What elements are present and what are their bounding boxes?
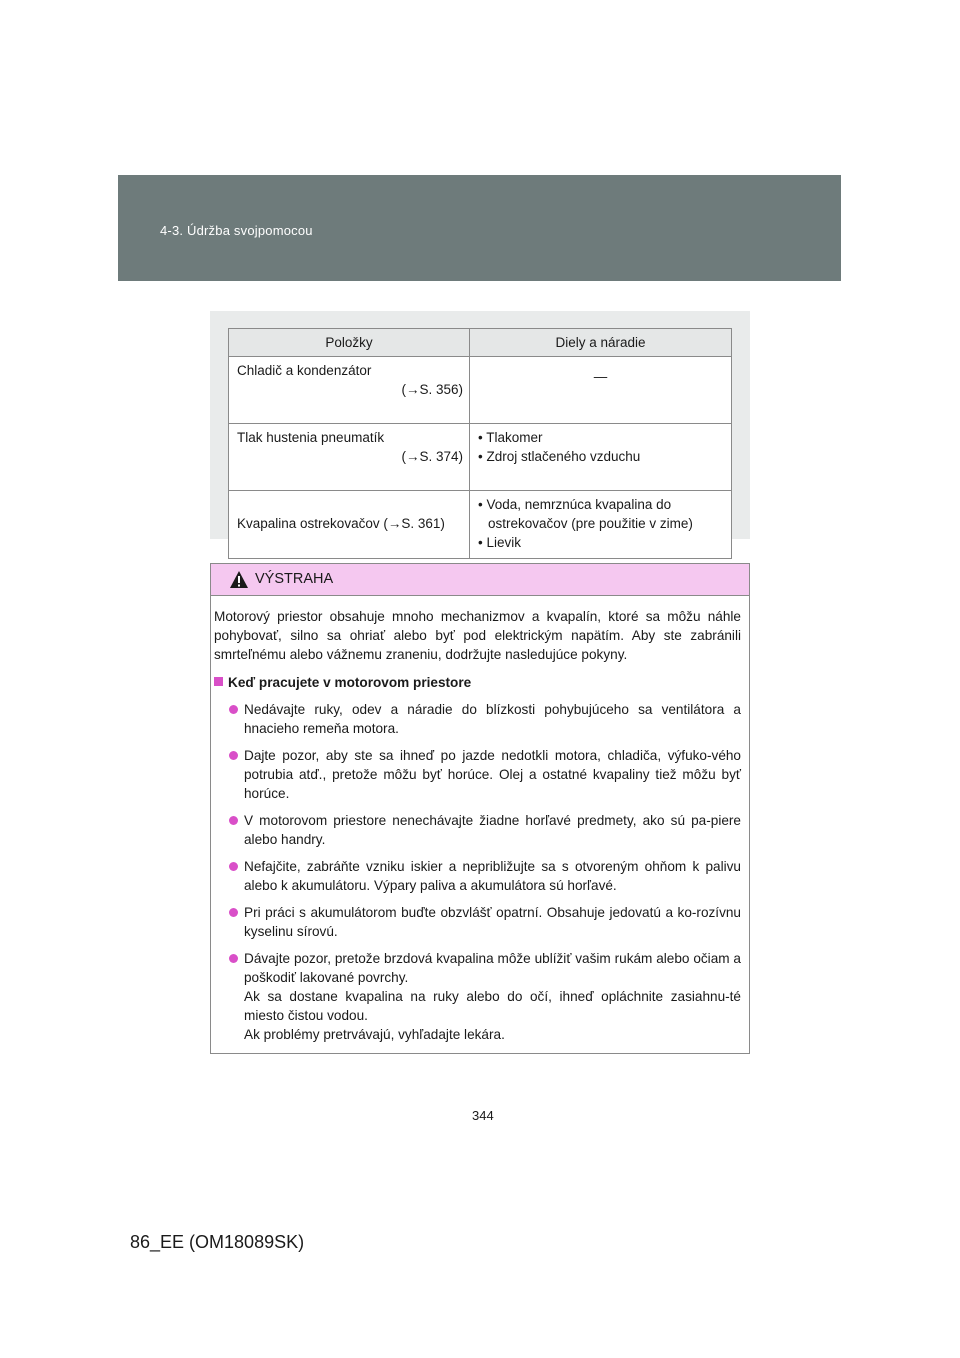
part-item: • Voda, nemrznúca kvapalina do ostrekovačov (pre použitie v zime) (478, 497, 693, 531)
round-bullet-icon (229, 751, 238, 760)
part-item: • Zdroj stlačeného vzduchu (478, 449, 641, 464)
page-number: 344 (472, 1108, 494, 1123)
warning-title: VÝSTRAHA (255, 571, 334, 587)
table-row (229, 357, 732, 424)
warning-item: Nedávajte ruky, odev a náradie do blízkosti pohybujúceho sa ventilátora a hnacieho remeňa motora. (214, 700, 741, 738)
page-reference: (→S. 374) (401, 449, 463, 464)
warning-item: Dávajte pozor, pretože brzdová kvapalina môže ublížiť vašim rukám alebo očiam a poškodiť lakované povrchy. Ak sa dostane kvapalina na ruky alebo do očí, ihneď opláchnite zasiahnu-té miesto čistou vodou. Ak problémy pretrvávajú, vyhľadajte lekára. (214, 949, 741, 1044)
round-bullet-icon (229, 954, 238, 963)
page-reference: (→S. 356) (401, 382, 463, 397)
parts-table (228, 328, 732, 559)
item-name: Kvapalina ostrekovačov (→S. 361) (237, 516, 445, 531)
warning-intro: Motorový priestor obsahuje mnoho mechanizmov a kvapalín, ktoré sa môžu náhle pohybovať, silno sa ohriať alebo byť pod elektrickým napätím. Aby ste zabránili smrteľnému alebo vážnemu zraneniu, dodržujte nasledujúce pokyny. (214, 609, 741, 662)
warning-item: Nefajčite, zabráňte vzniku iskier a nepribližujte sa s otvoreným ohňom k palivu alebo k akumulátoru. Výpary paliva a akumulátora sú horľavé. (214, 857, 741, 895)
no-parts-dash: — (593, 369, 608, 384)
item-name: Tlak hustenia pneumatík (237, 430, 385, 445)
warning-header (211, 564, 749, 596)
round-bullet-icon (229, 908, 238, 917)
round-bullet-icon (229, 816, 238, 825)
warning-subheading: Keď pracujete v motorovom priestore (214, 673, 741, 692)
warning-item: V motorovom priestore nenechávajte žiadne horľavé predmety, ako sú pa-piere alebo handry. (214, 811, 741, 849)
warning-body (211, 596, 749, 1044)
round-bullet-icon (229, 862, 238, 871)
warning-item: Dajte pozor, aby ste sa ihneď po jazde nedotkli motora, chladiča, výfuko-vého potrubia atď., pretože môžu byť horúce. Olej a ostatné kvapaliny tiež môžu byť horúce. (214, 746, 741, 803)
warning-box (210, 563, 750, 1054)
maintenance-table-panel (210, 311, 750, 550)
column-header-items: Položky (229, 329, 470, 357)
part-item: • Tlakomer (478, 430, 543, 445)
part-item: • Lievik (478, 535, 521, 550)
warning-item: Pri práci s akumulátorom buďte obzvlášť opatrní. Obsahuje jedovatú a ko-rozívnu kyselinu sírovú. (214, 903, 741, 941)
item-name: Chladič a kondenzátor (237, 363, 372, 378)
document-code: 86_EE (OM18089SK) (130, 1232, 305, 1252)
table-row (229, 491, 732, 559)
section-title: 4-3. Údržba svojpomocou (160, 223, 313, 238)
warning-triangle-icon (229, 570, 249, 589)
round-bullet-icon (229, 705, 238, 714)
chapter-header-band (118, 175, 841, 281)
column-header-parts: Diely a náradie (470, 329, 732, 357)
square-bullet-icon (214, 677, 223, 686)
table-row (229, 424, 732, 491)
